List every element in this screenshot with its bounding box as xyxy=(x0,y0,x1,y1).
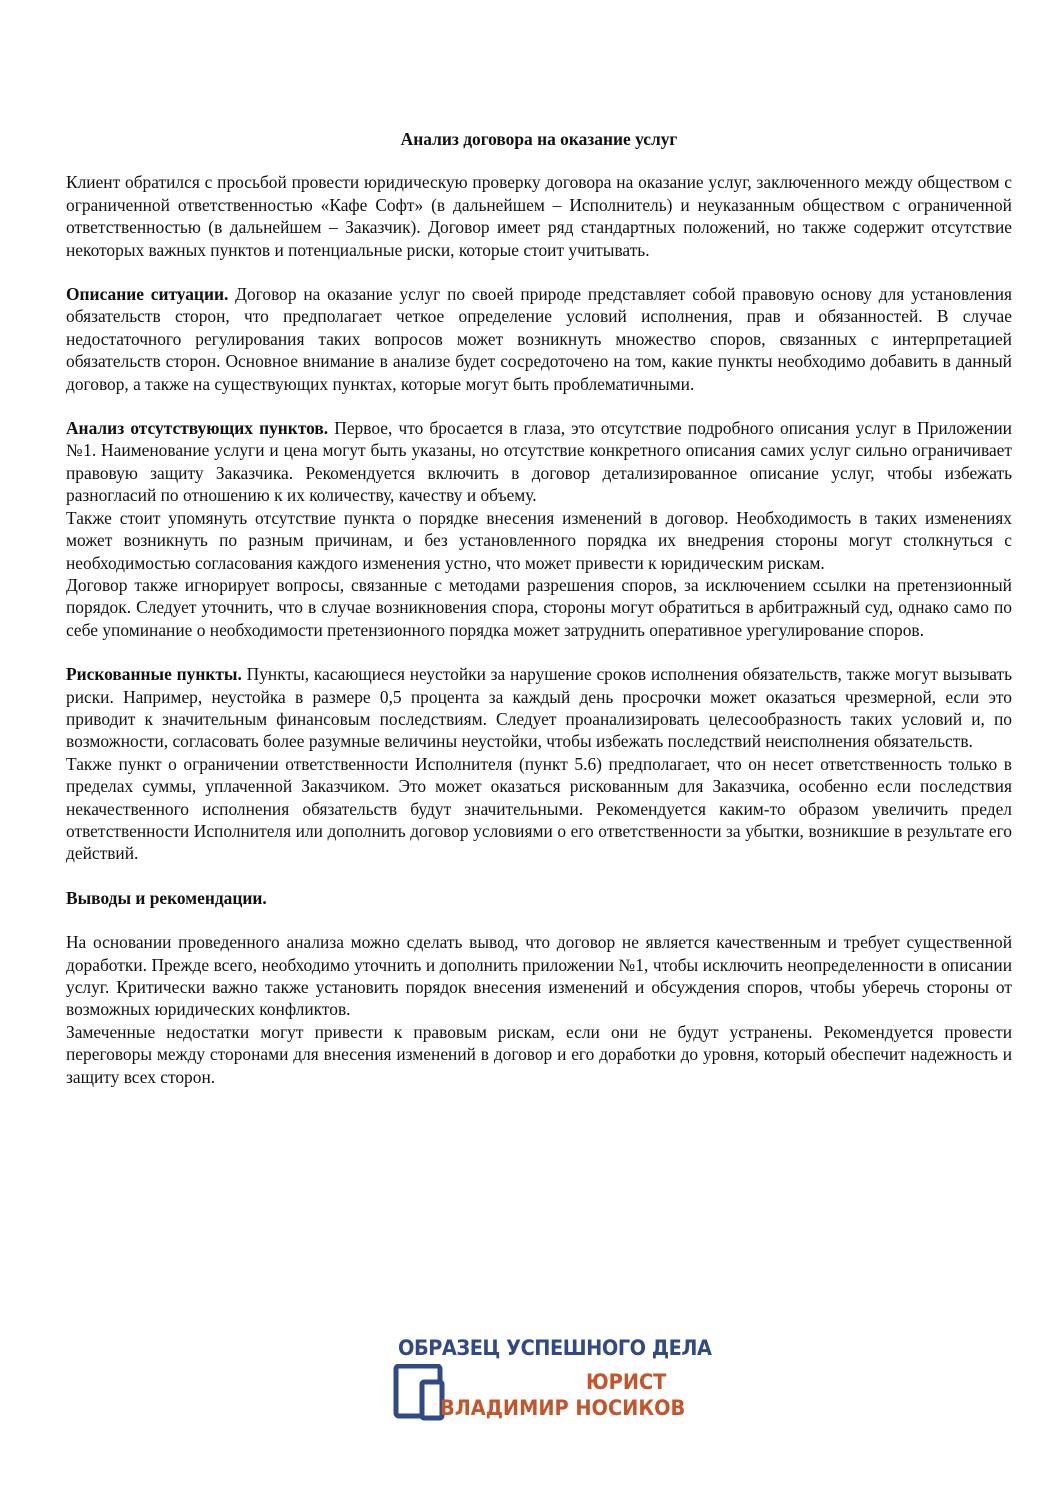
logo-line-1: ОБРАЗЕЦ УСПЕШНОГО ДЕЛА xyxy=(398,1336,712,1360)
missing-paragraph-3: Договор также игнорирует вопросы, связанные с методами разрешения споров, за исключением ссылки на претензионный порядок. Следует уточнить, что в случае возникновения спора, стороны могут обратиться в арбитражный суд, однако само по себе упоминание о необходимости претензионного порядка может затруднить оперативное урегулирование споров. xyxy=(66,574,1012,640)
situation-text: Договор на оказание услуг по своей природе представляет собой правовую основу для установления обязательств сторон, что предполагает четкое определение условий исполнения, прав и обязанностей. В случае недостаточного регулирования таких вопросов может возникнуть множество споров, связанных с интерпретацией обязательств сторон. Основное внимание в анализе будет сосредоточено на том, какие пункты необходимо добавить в данный договор, а также на существующих пунктах, которые могут быть проблематичными. xyxy=(66,284,1013,394)
document-title: Анализ договора на оказание услуг xyxy=(400,129,678,149)
missing-lead: Анализ отсутствующих пунктов. xyxy=(66,418,329,439)
risky-paragraph xyxy=(66,663,1012,753)
situation-lead: Описание ситуации. xyxy=(66,284,229,305)
logo xyxy=(392,1336,712,1426)
intro-paragraph: Клиент обратился с просьбой провести юридическую проверку договора на оказание услуг, заключенного между обществом с ограниченной ответственностью «Кафе Софт» (в дальнейшем – Исполнитель) и неуказанным обществом с ограниченной ответственностью (в дальнейшем – Заказчик). Договор имеет ряд стандартных положений, но также содержит отсутствие некоторых важных пунктов и потенциальные риски, которые стоит учитывать. xyxy=(66,172,1012,260)
risky-paragraph-2: Также пункт о ограничении ответственности Исполнителя (пункт 5.6) предполагает, что он несет ответственность только в пределах суммы, уплаченной Заказчиком. Это может оказаться рискованным для Заказчика, особенно если последствия некачественного исполнения обязательств будут значительными. Рекомендуется каким-то образом увеличить предел ответственности Исполнителя или дополнить договор условиями о его ответственности за убытки, возникшие в результате его действий. xyxy=(66,753,1012,864)
situation-paragraph xyxy=(66,283,1012,395)
conclusions-heading: Выводы и рекомендации. xyxy=(66,887,267,908)
conclusions-paragraph-2: Замеченные недостатки могут привести к правовым рискам, если они не будут устранены. Рекомендуется провести переговоры между сторонами для внесения изменений в договор и его доработки до уровня, который обеспечит надежность и защиту всех сторон. xyxy=(66,1021,1012,1087)
risky-text: Пункты, касающиеся неустойки за нарушение сроков исполнения обязательств, также могут вызывать риски. Например, неустойка в размере 0,5 процента за каждый день просрочки может оказаться чрезмерной, если это приводит к значительным финансовым последствиям. Следует проанализировать целесообразность таких условий и, по возможности, согласовать более разумные величины неустойки, чтобы избежать последствий неисполнения обязательств. xyxy=(66,664,1012,752)
conclusions-paragraph-1: На основании проведенного анализа можно сделать вывод, что договор не является качественным и требует существенной доработки. Прежде всего, необходимо уточнить и дополнить приложении №1, чтобы исключить неопределенности в описании услуг. Критически важно также установить порядок внесения изменений и обсуждения споров, чтобы уберечь стороны от возможных юридических конфликтов. xyxy=(66,932,1012,1020)
risky-lead: Рискованные пункты. xyxy=(66,664,242,685)
missing-text: Первое, что бросается в глаза, это отсутствие подробного описания услуг в Приложении №1. Наименование услуги и цена могут быть указаны, но отсутствие конкретного описания самих услуг сильно ограничивает правовую защиту Заказчика. Рекомендуется включить в договор детализированное описание услуг, чтобы избежать разногласий по отношению к их количеству, качеству и объему. xyxy=(66,418,1012,506)
missing-paragraph xyxy=(66,417,1012,507)
logo-line-2: ЮРИСТ xyxy=(586,1370,667,1394)
document-page xyxy=(66,128,1012,1088)
missing-paragraph-2: Также стоит упомянуть отсутствие пункта о порядке внесения изменений в договор. Необходимость в таких изменениях может возникнуть по разным причинам, и без установленного порядка их внедрения стороны могут столкнуться с необходимостью согласования каждого изменения устно, что может привести к юридическим рискам. xyxy=(66,507,1012,573)
logo-line-3: ВЛАДИМИР НОСИКОВ xyxy=(440,1396,686,1420)
